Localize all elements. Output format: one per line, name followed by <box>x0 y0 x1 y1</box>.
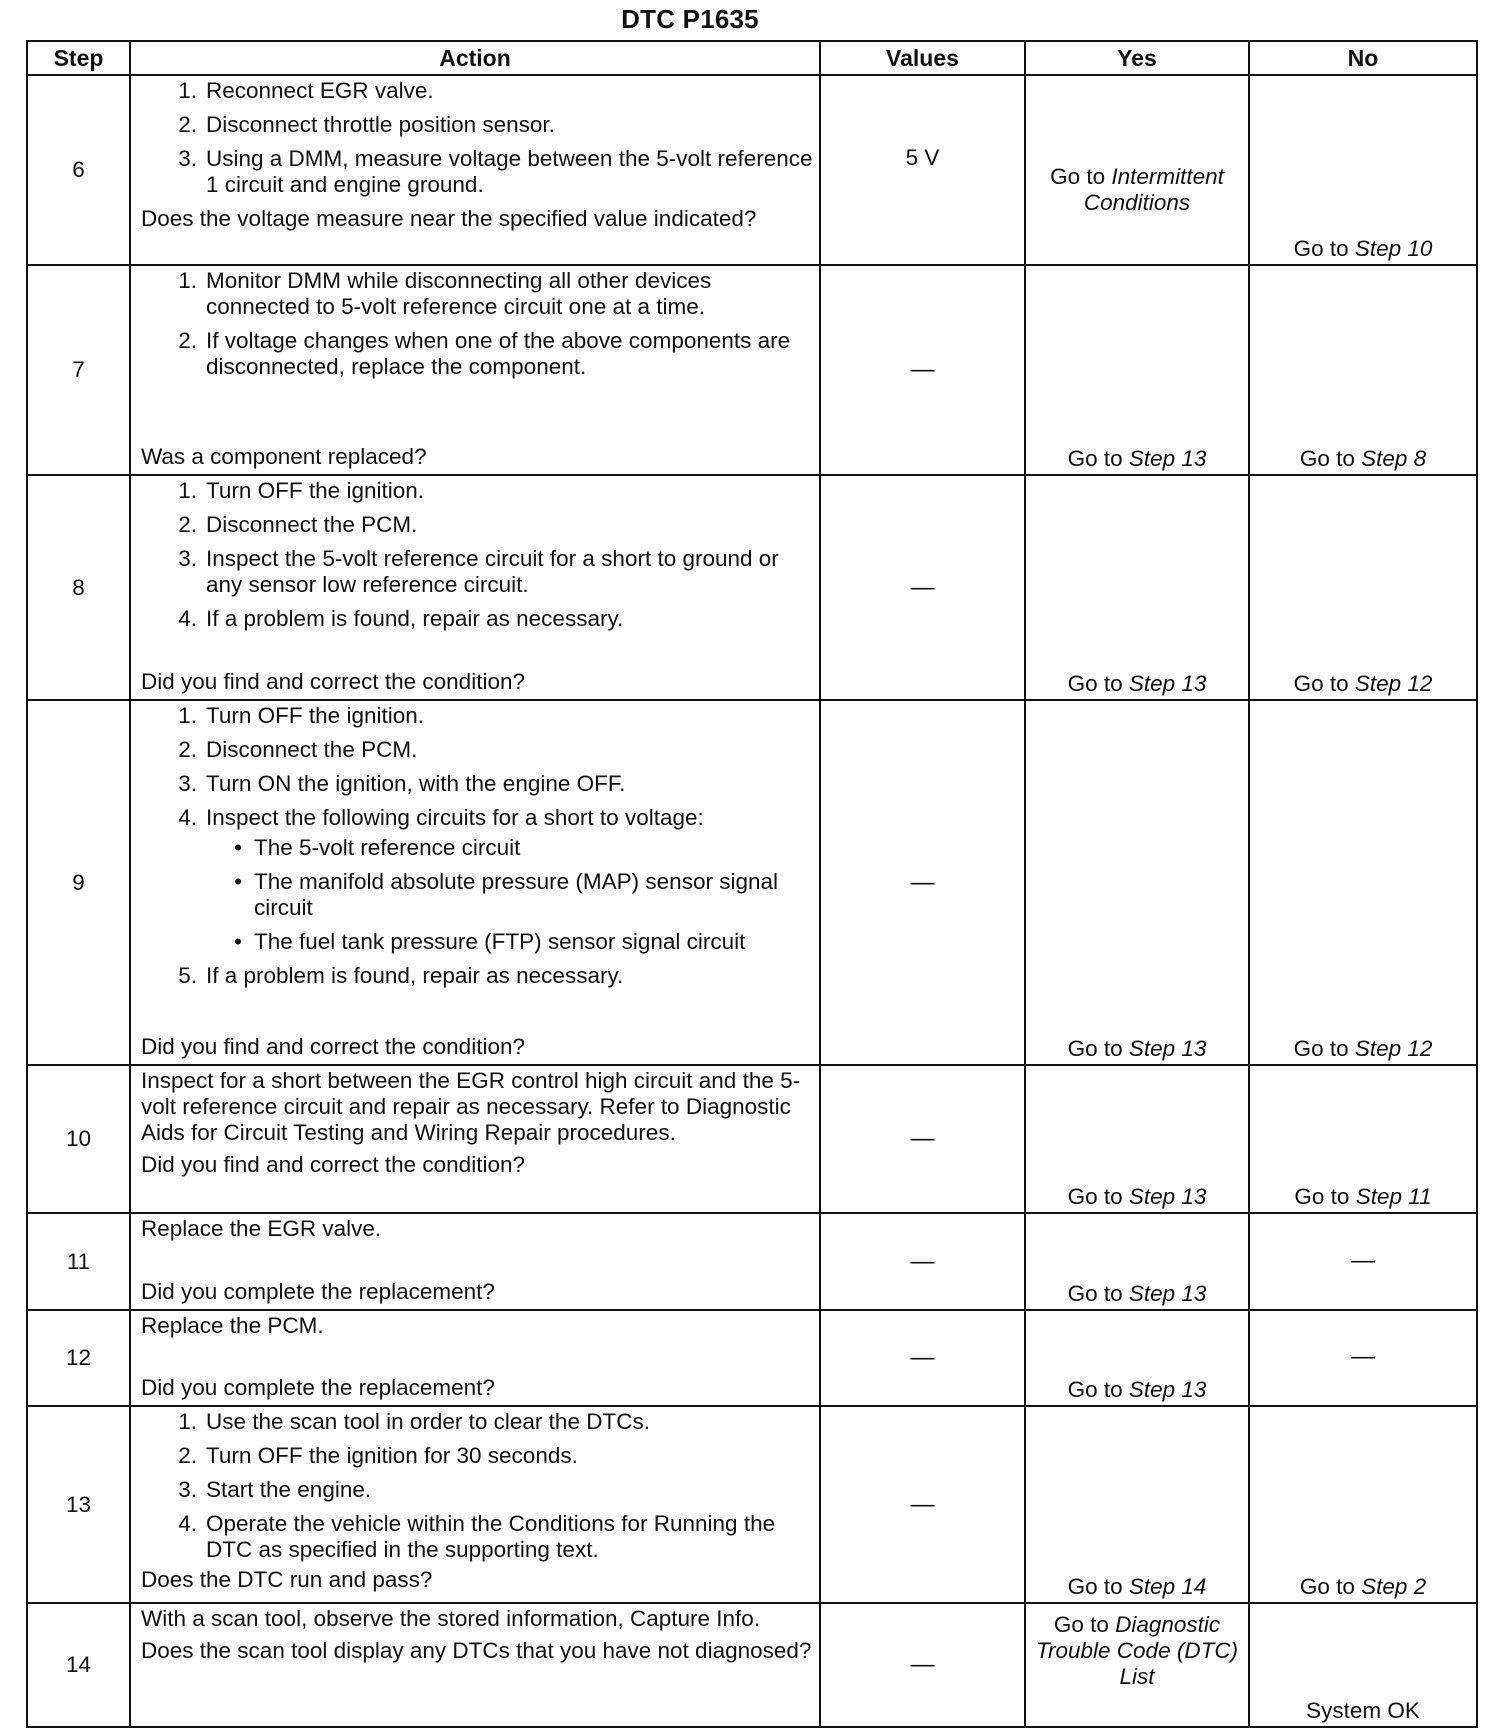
value-text: — <box>910 356 935 383</box>
bullet-list <box>206 835 813 955</box>
yes-link[interactable]: Go to Step 13 <box>1067 1184 1207 1209</box>
value-text: — <box>910 868 935 896</box>
question-text: Did you find and correct the condition? <box>141 1034 525 1059</box>
list-item: 2. Disconnect throttle position sensor. <box>178 112 555 137</box>
yes-cell[interactable] <box>1025 700 1249 1065</box>
table-row <box>27 700 1477 1065</box>
yes-cell[interactable] <box>1025 1310 1249 1406</box>
table-row <box>27 1065 1477 1213</box>
no-cell[interactable] <box>1249 1065 1477 1213</box>
header-no: No <box>1249 41 1477 75</box>
no-cell <box>1249 1310 1477 1406</box>
yes-cell[interactable] <box>1025 265 1249 475</box>
table-row <box>27 1406 1477 1603</box>
table-row <box>27 1603 1477 1727</box>
action-cell <box>130 1406 820 1603</box>
step-number: 14 <box>27 1603 130 1727</box>
question-text: Did you find and correct the condition? <box>141 669 525 694</box>
table-row <box>27 75 1477 265</box>
list-item: 2. Turn OFF the ignition for 30 seconds. <box>178 1443 578 1468</box>
question-text: Does the DTC run and pass? <box>141 1567 433 1592</box>
yes-cell[interactable] <box>1025 75 1249 265</box>
yes-cell[interactable] <box>1025 1603 1249 1727</box>
action-list <box>141 268 813 388</box>
value-cell <box>820 700 1025 1065</box>
value-text: 5 V <box>905 145 940 170</box>
table-row <box>27 475 1477 700</box>
value-cell <box>820 75 1025 265</box>
bullet-item: • The fuel tank pressure (FTP) sensor signal circuit <box>234 929 746 954</box>
no-cell[interactable] <box>1249 75 1477 265</box>
table-row <box>27 265 1477 475</box>
value-cell <box>820 1065 1025 1213</box>
value-cell <box>820 265 1025 475</box>
value-cell <box>820 1213 1025 1310</box>
step-number: 10 <box>27 1065 130 1213</box>
no-cell[interactable] <box>1249 1406 1477 1603</box>
yes-cell[interactable] <box>1025 1065 1249 1213</box>
question-text: Does the scan tool display any DTCs that you have not diagnosed? <box>141 1638 812 1663</box>
list-item: 3. Turn ON the ignition, with the engine OFF. <box>178 771 626 796</box>
list-item: 3. Inspect the 5-volt reference circuit for a short to ground or any sensor low reference circuit. <box>178 546 779 597</box>
value-text: — <box>910 1651 935 1678</box>
no-link[interactable]: Go to Step 12 <box>1293 671 1433 696</box>
yes-cell[interactable] <box>1025 1213 1249 1310</box>
question-text: Was a component replaced? <box>141 444 427 469</box>
header-step: Step <box>27 41 130 75</box>
diagnostic-table <box>26 40 1478 1728</box>
action-text: Replace the EGR valve. <box>141 1216 382 1241</box>
action-cell <box>130 1065 820 1213</box>
action-list <box>141 1409 813 1563</box>
value-cell <box>820 1603 1025 1727</box>
question-text: Did you complete the replacement? <box>141 1375 495 1400</box>
action-list <box>141 478 813 640</box>
question-text: Does the voltage measure near the specified value indicated? <box>141 206 757 231</box>
no-value: — <box>1351 1343 1375 1370</box>
yes-link[interactable]: Go to Step 13 <box>1067 1036 1207 1061</box>
list-item: 2. If voltage changes when one of the above components are disconnected, replace the component. <box>178 328 791 379</box>
no-link[interactable]: Go to Step 12 <box>1293 1036 1433 1061</box>
value-cell <box>820 475 1025 700</box>
value-text: — <box>910 1344 935 1371</box>
list-item: 5. If a problem is found, repair as necessary. <box>178 963 624 988</box>
question-text: Did you find and correct the condition? <box>141 1152 525 1177</box>
page-title: DTC P1635 <box>621 4 759 34</box>
yes-cell[interactable] <box>1025 1406 1249 1603</box>
table-row <box>27 1213 1477 1310</box>
list-item: 2. Disconnect the PCM. <box>178 737 418 762</box>
action-cell <box>130 1310 820 1406</box>
no-link[interactable]: Go to Step 8 <box>1299 446 1427 471</box>
no-link[interactable]: Go to Step 2 <box>1299 1574 1427 1599</box>
yes-link[interactable]: Go to Step 14 <box>1067 1574 1207 1599</box>
value-text: — <box>910 573 935 601</box>
step-number: 11 <box>27 1213 130 1310</box>
action-text: With a scan tool, observe the stored information, Capture Info. <box>141 1606 761 1631</box>
action-list <box>141 703 813 997</box>
list-item: 1. Turn OFF the ignition. <box>178 703 425 728</box>
header-action: Action <box>130 41 820 75</box>
value-cell <box>820 1406 1025 1603</box>
step-number: 7 <box>27 265 130 475</box>
no-cell[interactable] <box>1249 700 1477 1065</box>
table-row <box>27 1310 1477 1406</box>
value-text: — <box>910 1247 935 1275</box>
action-cell <box>130 1603 820 1727</box>
action-list <box>141 78 813 198</box>
list-item: 4. Inspect the following circuits for a short to voltage: • The 5-volt reference circuit • The manifold absolute pressure (MAP) sensor signal circuit • The fuel tank pressure (FTP) sensor signal circuit <box>141 805 813 955</box>
action-cell <box>130 265 820 475</box>
question-text: Did you complete the replacement? <box>141 1279 495 1304</box>
value-text: — <box>910 1125 935 1152</box>
action-text: Inspect for a short between the EGR control high circuit and the 5-volt reference circuit and repair as necessary. Refer to Diagnostic Aids for Circuit Testing and Wiring Repair procedures. <box>141 1068 801 1145</box>
no-cell <box>1249 1603 1477 1727</box>
list-item: 4. Operate the vehicle within the Conditions for Running the DTC as specified in the supporting text. <box>178 1511 776 1562</box>
yes-link[interactable]: Go to Step 13 <box>1067 671 1207 696</box>
header-row <box>27 41 1477 75</box>
yes-link[interactable]: Go to Intermittent Conditions <box>1050 164 1224 215</box>
no-cell <box>1249 1213 1477 1310</box>
no-value: — <box>1351 1246 1375 1274</box>
step-number: 12 <box>27 1310 130 1406</box>
list-item: 2. Disconnect the PCM. <box>178 512 418 537</box>
step-number: 9 <box>27 700 130 1065</box>
yes-link[interactable]: Go to Step 13 <box>1067 1281 1207 1306</box>
step-number: 6 <box>27 75 130 265</box>
bullet-item: • The manifold absolute pressure (MAP) sensor signal circuit <box>234 869 778 920</box>
step-number: 8 <box>27 475 130 700</box>
list-item: 1. Reconnect EGR valve. <box>178 78 434 103</box>
value-cell <box>820 1310 1025 1406</box>
yes-link[interactable]: Go to Diagnostic Trouble Code (DTC) List <box>1035 1612 1239 1689</box>
header-yes: Yes <box>1025 41 1249 75</box>
step-number: 13 <box>27 1406 130 1603</box>
action-cell <box>130 1213 820 1310</box>
list-item: 1. Use the scan tool in order to clear the DTCs. <box>178 1409 650 1434</box>
list-item: 3. Using a DMM, measure voltage between the 5-volt reference 1 circuit and engine ground. <box>178 146 813 197</box>
action-cell <box>130 75 820 265</box>
list-item: 1. Monitor DMM while disconnecting all other devices connected to 5-volt reference circuit one at a time. <box>178 268 712 319</box>
list-item: 3. Start the engine. <box>178 1477 372 1502</box>
no-link[interactable]: Go to Step 11 <box>1294 1184 1432 1209</box>
header-values: Values <box>820 41 1025 75</box>
no-value: System OK <box>1306 1698 1420 1723</box>
action-text: Replace the PCM. <box>141 1313 324 1338</box>
list-item: 1. Turn OFF the ignition. <box>178 478 425 503</box>
list-item: 4. If a problem is found, repair as necessary. <box>178 606 624 631</box>
no-cell[interactable] <box>1249 475 1477 700</box>
yes-cell[interactable] <box>1025 475 1249 700</box>
no-link[interactable]: Go to Step 10 <box>1293 236 1433 261</box>
value-text: — <box>910 1490 935 1518</box>
yes-link[interactable]: Go to Step 13 <box>1067 1377 1207 1402</box>
action-cell <box>130 475 820 700</box>
yes-link[interactable]: Go to Step 13 <box>1067 446 1207 471</box>
action-cell <box>130 700 820 1065</box>
no-cell[interactable] <box>1249 265 1477 475</box>
bullet-item: • The 5-volt reference circuit <box>234 835 521 860</box>
